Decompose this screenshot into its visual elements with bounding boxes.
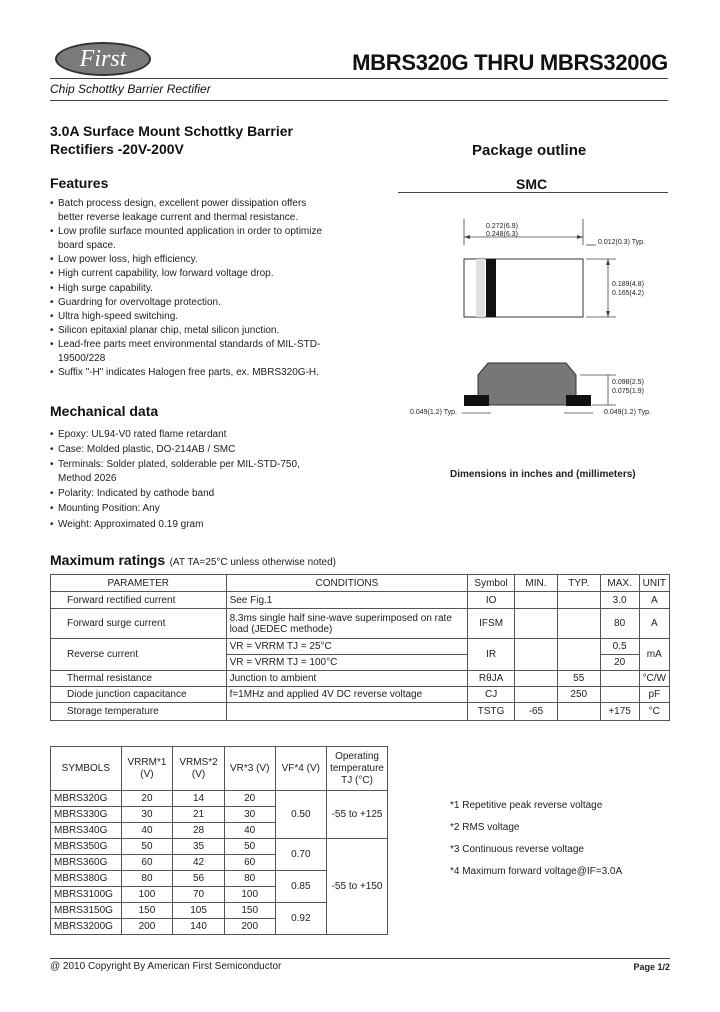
mechanical-list (50, 428, 310, 532)
max-cell (600, 687, 639, 703)
note-3: *3 Continuous reverse voltage (450, 844, 584, 855)
col-typ: TYP. (557, 575, 600, 592)
vr-cell: 100 (224, 887, 275, 903)
list-item: • High current capability, low forward voltage drop. (50, 267, 330, 281)
table-row (51, 703, 670, 721)
dim-cathode: 0.012(0.3) Typ. (598, 239, 645, 246)
typ-cell (557, 592, 600, 609)
table-row (51, 639, 670, 655)
mechanical-heading: Mechanical data (50, 403, 159, 419)
vr-cell: 30 (224, 807, 275, 823)
typ-cell (557, 703, 600, 721)
symbol-cell: RθJA (468, 671, 515, 687)
vrrm-cell: 50 (121, 839, 173, 855)
col-vr: VR*3 (V) (224, 747, 275, 791)
min-cell (515, 609, 558, 639)
part-cell: MBRS3150G (51, 903, 122, 919)
vrrm-cell: 60 (121, 855, 173, 871)
col-conditions: CONDITIONS (226, 575, 468, 592)
dim-lead-right: 0.049(1.2) Typ. (604, 409, 651, 416)
vr-cell: 50 (224, 839, 275, 855)
subtitle-rule (50, 100, 668, 101)
ratings-table (50, 574, 670, 721)
table-header-row (51, 575, 670, 592)
features-heading: Features (50, 175, 109, 191)
product-title-line1: 3.0A Surface Mount Schottky Barrier (50, 123, 293, 139)
param-cell: Storage temperature (51, 703, 227, 721)
cond-cell: VR = VRRM TJ = 100°C (226, 655, 468, 671)
max-cell: 3.0 (600, 592, 639, 609)
cond-cell: 8.3ms single half sine-wave superimposed on rate load (JEDEC methode) (226, 609, 468, 639)
list-item: • Polarity: Indicated by cathode band (50, 487, 310, 501)
note-2: *2 RMS voltage (450, 822, 520, 833)
col-parameter: PARAMETER (51, 575, 227, 592)
vr-cell: 80 (224, 871, 275, 887)
dim-top-width-max: 0.272(6.9) (486, 223, 518, 230)
vf-cell: 0.50 (275, 791, 327, 839)
symbols-table (50, 746, 388, 935)
list-item: • Ultra high-speed switching. (50, 310, 330, 324)
package-type: SMC (516, 176, 548, 192)
unit-cell: A (639, 592, 669, 609)
max-cell: +175 (600, 703, 639, 721)
dimensions-caption: Dimensions in inches and (millimeters) (450, 469, 636, 480)
vrms-cell: 21 (173, 807, 225, 823)
col-vrrm: VRRM*1 (V) (121, 747, 173, 791)
vf-cell: 0.70 (275, 839, 327, 871)
max-cell (600, 671, 639, 687)
list-item: • High surge capability. (50, 282, 330, 296)
vrms-cell: 28 (173, 823, 225, 839)
param-cell: Forward rectified current (51, 592, 227, 609)
vrrm-cell: 150 (121, 903, 173, 919)
max-cell: 0.5 (600, 639, 639, 655)
footer-rule (50, 958, 670, 959)
package-drawing (400, 215, 670, 430)
package-heading: Package outline (472, 142, 587, 159)
table-row (51, 671, 670, 687)
max-cell: 80 (600, 609, 639, 639)
symbol-cell: CJ (468, 687, 515, 703)
unit-cell: °C/W (639, 671, 669, 687)
param-cell: Forward surge current (51, 609, 227, 639)
table-row (51, 609, 670, 639)
table-row (51, 592, 670, 609)
unit-cell: mA (639, 639, 669, 671)
list-item: • Low profile surface mounted application in order to optimize board space. (50, 225, 330, 253)
temp-cell: -55 to +150 (327, 839, 388, 935)
part-cell: MBRS360G (51, 855, 122, 871)
list-item: • Low power loss, high efficiency. (50, 253, 330, 267)
vrms-cell: 35 (173, 839, 225, 855)
ratings-title (50, 552, 336, 570)
typ-cell (557, 609, 600, 639)
min-cell (515, 687, 558, 703)
max-cell: 20 (600, 655, 639, 671)
col-vrms: VRMS*2 (V) (173, 747, 225, 791)
dim-top-width-min: 0.248(6.3) (486, 231, 518, 238)
part-cell: MBRS380G (51, 871, 122, 887)
ratings-note: (AT TA=25°C unless otherwise noted) (169, 557, 336, 568)
list-item: • Guardring for overvoltage protection. (50, 296, 330, 310)
copyright: @ 2010 Copyright By American First Semiconductor (50, 961, 282, 972)
part-cell: MBRS3100G (51, 887, 122, 903)
unit-cell: pF (639, 687, 669, 703)
vr-cell: 20 (224, 791, 275, 807)
table-row (51, 687, 670, 703)
typ-cell: 55 (557, 671, 600, 687)
list-item: • Lead-free parts meet environmental standards of MIL-STD-19500/228 (50, 338, 330, 366)
part-cell: MBRS350G (51, 839, 122, 855)
list-item: • Silicon epitaxial planar chip, metal silicon junction. (50, 324, 330, 338)
list-item: • Weight: Approximated 0.19 gram (50, 518, 310, 532)
unit-cell: °C (639, 703, 669, 721)
symbol-cell: IO (468, 592, 515, 609)
product-subtitle: Chip Schottky Barrier Rectifier (50, 82, 211, 96)
features-list (50, 197, 330, 380)
note-4: *4 Maximum forward voltage@IF=3.0A (450, 866, 623, 877)
vrms-cell: 140 (173, 919, 225, 935)
table-row (51, 791, 388, 807)
cond-cell: Junction to ambient (226, 671, 468, 687)
list-item: • Terminals: Solder plated, solderable per MIL-STD-750, Method 2026 (50, 458, 310, 486)
list-item: • Case: Molded plastic, DO-214AB / SMC (50, 443, 310, 457)
col-temp: Operating temperature TJ (°C) (327, 747, 388, 791)
table-header-row (51, 747, 388, 791)
min-cell (515, 671, 558, 687)
list-item: • Suffix "-H" indicates Halogen free parts, ex. MBRS320G-H. (50, 366, 330, 380)
part-cell: MBRS320G (51, 791, 122, 807)
vrms-cell: 14 (173, 791, 225, 807)
page-number: Page 1/2 (633, 962, 670, 972)
vr-cell: 40 (224, 823, 275, 839)
list-item: • Mounting Position: Any (50, 502, 310, 516)
param-cell: Reverse current (51, 639, 227, 671)
min-cell (515, 639, 558, 671)
vf-cell: 0.92 (275, 903, 327, 935)
min-cell: -65 (515, 703, 558, 721)
vr-cell: 200 (224, 919, 275, 935)
ratings-heading: Maximum ratings (50, 552, 166, 568)
table-row (51, 839, 388, 855)
dim-height-max: 0.189(4.8) (612, 281, 644, 288)
part-cell: MBRS330G (51, 807, 122, 823)
vrms-cell: 70 (173, 887, 225, 903)
dim-thickness-max: 0.098(2.5) (612, 379, 644, 386)
unit-cell: A (639, 609, 669, 639)
note-1: *1 Repetitive peak reverse voltage (450, 800, 603, 811)
symbol-cell: IFSM (468, 609, 515, 639)
col-symbols: SYMBOLS (51, 747, 122, 791)
col-symbol: Symbol (468, 575, 515, 592)
min-cell (515, 592, 558, 609)
param-cell: Diode junction capacitance (51, 687, 227, 703)
dim-lead-left: 0.049(1.2) Typ. (410, 409, 457, 416)
cond-cell: VR = VRRM TJ = 25°C (226, 639, 468, 655)
cond-cell: See Fig.1 (226, 592, 468, 609)
vf-cell: 0.85 (275, 871, 327, 903)
package-rule (398, 192, 668, 193)
col-unit: UNIT (639, 575, 669, 592)
vrms-cell: 42 (173, 855, 225, 871)
vrrm-cell: 80 (121, 871, 173, 887)
cond-cell (226, 703, 468, 721)
temp-cell: -55 to +125 (327, 791, 388, 839)
col-max: MAX. (600, 575, 639, 592)
col-min: MIN. (515, 575, 558, 592)
vrrm-cell: 40 (121, 823, 173, 839)
vrms-cell: 105 (173, 903, 225, 919)
param-cell: Thermal resistance (51, 671, 227, 687)
vrrm-cell: 200 (121, 919, 173, 935)
typ-cell (557, 639, 600, 671)
symbol-cell: TSTG (468, 703, 515, 721)
vrrm-cell: 30 (121, 807, 173, 823)
list-item: • Epoxy: UL94-V0 rated flame retardant (50, 428, 310, 442)
vr-cell: 60 (224, 855, 275, 871)
part-range-title: MBRS320G THRU MBRS3200G (352, 50, 668, 75)
dim-thickness-min: 0.075(1.9) (612, 388, 644, 395)
list-item: • Batch process design, excellent power dissipation offers better reverse leakage current and thermal resistance. (50, 197, 330, 225)
part-cell: MBRS340G (51, 823, 122, 839)
symbol-cell: IR (468, 639, 515, 671)
col-vf: VF*4 (V) (275, 747, 327, 791)
dim-height-min: 0.165(4.2) (612, 290, 644, 297)
vrrm-cell: 100 (121, 887, 173, 903)
header-rule (50, 78, 668, 79)
typ-cell: 250 (557, 687, 600, 703)
company-logo: First (55, 42, 151, 76)
part-cell: MBRS3200G (51, 919, 122, 935)
vr-cell: 150 (224, 903, 275, 919)
product-title-line2: Rectifiers -20V-200V (50, 141, 184, 157)
vrrm-cell: 20 (121, 791, 173, 807)
cond-cell: f=1MHz and applied 4V DC reverse voltage (226, 687, 468, 703)
vrms-cell: 56 (173, 871, 225, 887)
